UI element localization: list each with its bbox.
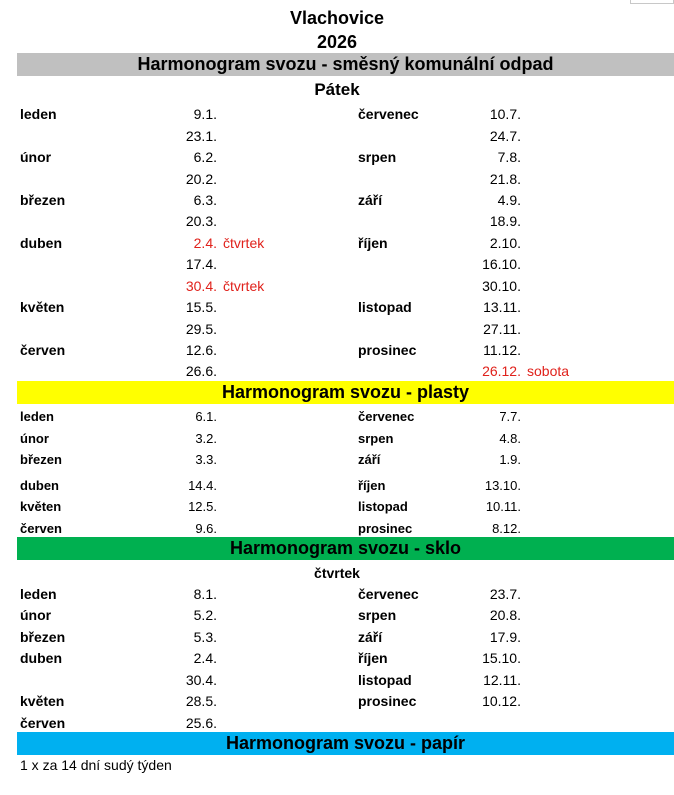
section-heading-plasty: Harmonogram svozu - plasty <box>17 381 674 404</box>
date-shift-note: sobota <box>527 363 570 379</box>
collection-date: 10.12. <box>482 693 521 709</box>
month-label: srpen <box>358 431 394 446</box>
collection-date: 15.5. <box>185 299 217 315</box>
month-label: říjen <box>358 478 386 493</box>
section-heading-sms: Harmonogram svozu - směsný komunální odpad <box>17 53 674 76</box>
collection-date: 30.4. <box>185 278 217 294</box>
collection-date: 30.10. <box>482 278 521 294</box>
month-label: září <box>358 192 383 208</box>
collection-date: 20.8. <box>489 607 521 623</box>
section-heading-papir: Harmonogram svozu - papír <box>17 732 674 755</box>
collection-date: 23.7. <box>489 586 521 602</box>
year-title: 2026 <box>316 32 358 52</box>
collection-date: 8.1. <box>193 586 217 602</box>
collection-date: 4.8. <box>499 431 521 446</box>
month-label: květen <box>20 693 65 709</box>
collection-date: 27.11. <box>483 321 521 337</box>
collection-date: 24.7. <box>489 128 521 144</box>
month-label: červen <box>20 715 66 731</box>
sklo-collection-day: čtvrtek <box>314 565 360 581</box>
month-label: březen <box>20 452 62 467</box>
month-label: červen <box>20 342 66 358</box>
collection-date: 6.3. <box>193 192 217 208</box>
month-label: září <box>358 452 381 467</box>
collection-date: 15.10. <box>482 650 521 666</box>
month-label: prosinec <box>358 693 417 709</box>
collection-date: 3.3. <box>195 452 217 467</box>
section-heading-sklo: Harmonogram svozu - sklo <box>17 537 674 560</box>
collection-date: 9.1. <box>193 106 217 122</box>
month-label: říjen <box>358 235 388 251</box>
collection-date: 13.11. <box>483 299 521 315</box>
collection-date: 23.1. <box>185 128 217 144</box>
month-label: duben <box>20 478 59 493</box>
collection-date: 29.5. <box>185 321 217 337</box>
collection-date: 26.6. <box>185 363 217 379</box>
month-label: březen <box>20 192 66 208</box>
month-label: listopad <box>358 499 408 514</box>
month-label: únor <box>20 431 49 446</box>
month-label: květen <box>20 499 62 514</box>
collection-date: 7.7. <box>499 409 521 424</box>
sms-collection-day: Pátek <box>314 80 360 99</box>
month-label: srpen <box>358 149 397 165</box>
month-label: srpen <box>358 607 397 623</box>
collection-date: 12.6. <box>185 342 217 358</box>
collection-date: 17.4. <box>185 256 217 272</box>
month-label: březen <box>20 629 66 645</box>
month-label: prosinec <box>358 521 413 536</box>
collection-date: 30.4. <box>185 672 217 688</box>
collection-date: 14.4. <box>188 478 217 493</box>
collection-date: 10.11. <box>485 499 521 514</box>
page-corner-marker <box>630 0 674 4</box>
collection-date: 2.4. <box>193 235 217 251</box>
collection-date: 21.8. <box>489 171 521 187</box>
date-shift-note: čtvrtek <box>223 235 265 251</box>
collection-date: 11.12. <box>483 342 521 358</box>
collection-date: 17.9. <box>489 629 521 645</box>
collection-date: 20.3. <box>185 213 217 229</box>
month-label: červenec <box>358 586 419 602</box>
collection-date: 12.11. <box>483 672 521 688</box>
month-label: září <box>358 629 383 645</box>
collection-date: 2.4. <box>193 650 217 666</box>
collection-date: 4.9. <box>497 192 521 208</box>
month-label: únor <box>20 607 52 623</box>
collection-date: 20.2. <box>185 171 217 187</box>
date-shift-note: čtvrtek <box>223 278 265 294</box>
month-label: květen <box>20 299 65 315</box>
month-label: listopad <box>358 672 412 688</box>
collection-date: 3.2. <box>195 431 217 446</box>
month-label: říjen <box>358 650 388 666</box>
collection-date: 2.10. <box>489 235 521 251</box>
collection-date: 5.3. <box>193 629 217 645</box>
collection-date: 26.12. <box>482 363 521 379</box>
month-label: leden <box>20 106 57 122</box>
papir-note: 1 x za 14 dní sudý týden <box>20 757 172 773</box>
collection-date: 12.5. <box>188 499 217 514</box>
collection-date: 13.10. <box>484 478 521 493</box>
month-label: listopad <box>358 299 412 315</box>
collection-date: 28.5. <box>185 693 217 709</box>
month-label: únor <box>20 149 52 165</box>
month-label: prosinec <box>358 342 417 358</box>
village-title: Vlachovice <box>289 8 385 28</box>
collection-date: 8.12. <box>492 521 521 536</box>
collection-date: 16.10. <box>482 256 521 272</box>
collection-date: 6.1. <box>195 409 217 424</box>
collection-date: 7.8. <box>497 149 521 165</box>
collection-date: 9.6. <box>195 521 217 536</box>
collection-date: 1.9. <box>499 452 521 467</box>
month-label: červenec <box>358 106 419 122</box>
collection-date: 10.7. <box>489 106 521 122</box>
month-label: leden <box>20 409 54 424</box>
month-label: červen <box>20 521 62 536</box>
collection-date: 18.9. <box>489 213 521 229</box>
collection-date: 5.2. <box>193 607 217 623</box>
month-label: duben <box>20 650 62 666</box>
collection-date: 25.6. <box>185 715 217 731</box>
collection-date: 6.2. <box>193 149 217 165</box>
month-label: červenec <box>358 409 415 424</box>
month-label: leden <box>20 586 57 602</box>
month-label: duben <box>20 235 62 251</box>
